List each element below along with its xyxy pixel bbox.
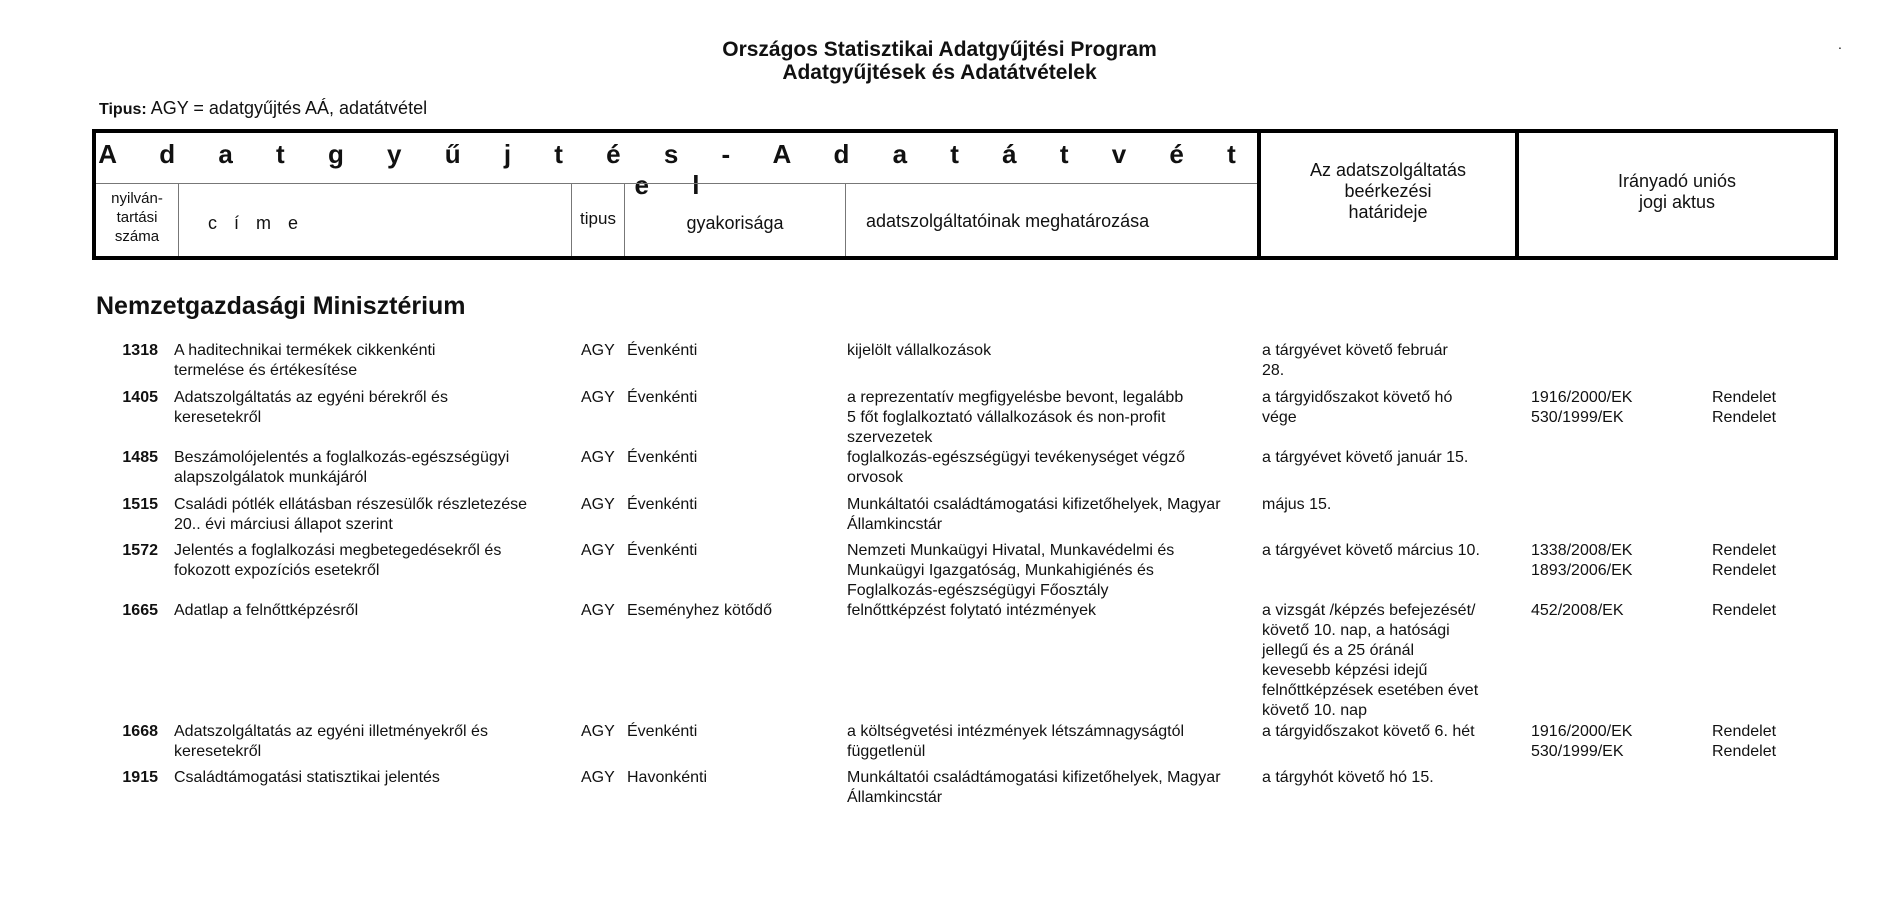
tipus-value: AGY = adatgyűjtés AÁ, adatátvétel	[150, 98, 428, 118]
row-deadline	[1262, 601, 1512, 721]
col-hatarido-line: Az adatszolgáltatás	[1309, 160, 1467, 180]
row-deadline-line: jellegű és a 25 óránál	[1262, 642, 1415, 659]
row-title	[174, 541, 574, 581]
row-providers-line: felnőttképzést folytató intézmények	[847, 602, 1097, 619]
row-deadline	[1262, 722, 1512, 742]
row-type: AGY	[581, 449, 615, 466]
row-title-line: keresetekről	[174, 743, 262, 760]
row-title	[174, 448, 574, 488]
row-type: AGY	[581, 496, 615, 513]
row-eu-act-line: 1916/2000/EK	[1531, 389, 1633, 406]
corner-dot: .	[1838, 36, 1842, 52]
col-divider	[845, 183, 846, 256]
row-deadline-line: 28.	[1262, 362, 1285, 379]
row-title-line: 20.. évi márciusi állapot szerint	[174, 516, 393, 533]
row-providers-line: Munkáltatói családtámogatási kifizetőhelyek, Magyar	[847, 496, 1221, 513]
row-deadline-line: a tárgyévet követő január 15.	[1262, 449, 1469, 466]
row-providers-line: 5 főt foglalkoztató vállalkozások és non-profit	[847, 409, 1166, 426]
col-nyilvantartasi-line: száma	[114, 228, 160, 245]
row-title-line: Adatszolgáltatás az egyéni illetményekről és	[174, 723, 488, 740]
col-meghatarozasa: adatszolgáltatóinak meghatározása	[866, 211, 1150, 231]
tipus-legend	[99, 98, 427, 119]
row-title-line: termelése és értékesítése	[174, 362, 358, 379]
row-frequency: Eseményhez kötődő	[627, 602, 772, 619]
row-number: 1485	[122, 449, 158, 466]
row-providers-line: Munkáltatói családtámogatási kifizetőhelyek, Magyar	[847, 769, 1221, 786]
row-deadline-line: május 15.	[1262, 496, 1332, 513]
row-deadline	[1262, 388, 1512, 428]
row-eu-act	[1531, 601, 1681, 621]
row-deadline-line: a tárgyévet követő február	[1262, 342, 1448, 359]
row-providers-line: függetlenül	[847, 743, 926, 760]
row-deadline	[1262, 541, 1512, 561]
row-deadline	[1262, 448, 1512, 468]
row-eu-act-kind-line: Rendelet	[1712, 389, 1777, 406]
row-frequency: Évenkénti	[627, 342, 698, 359]
row-number: 1915	[122, 769, 158, 786]
row-providers-line: szervezetek	[847, 429, 933, 446]
row-type: AGY	[581, 769, 615, 786]
row-frequency: Évenkénti	[627, 449, 698, 466]
row-providers	[847, 448, 1267, 488]
col-unios-line: jogi aktus	[1638, 192, 1716, 212]
row-title	[174, 495, 574, 535]
row-providers-line: Munkaügyi Igazgatóság, Munkahigiénés és	[847, 562, 1154, 579]
tipus-label: Tipus:	[99, 101, 147, 118]
row-frequency: Évenkénti	[627, 496, 698, 513]
row-title-line: Beszámolójelentés a foglalkozás-egészségügyi	[174, 449, 510, 466]
ministry-heading: Nemzetgazdasági Minisztérium	[96, 292, 466, 320]
row-providers	[847, 541, 1267, 601]
row-deadline-line: a tárgyhót követő hó 15.	[1262, 769, 1434, 786]
col-hatarido-line: beérkezési	[1344, 181, 1432, 201]
row-providers-line: foglalkozás-egészségügyi tevékenységet végző	[847, 449, 1185, 466]
row-title	[174, 601, 574, 621]
row-title	[174, 388, 574, 428]
row-deadline-line: a vizsgát /képzés befejezését/	[1262, 602, 1476, 619]
row-eu-act-kind-line: Rendelet	[1712, 743, 1777, 760]
col-nyilvantartasi-line: nyilván-	[111, 190, 163, 207]
row-number: 1668	[122, 723, 158, 740]
col-nyilvantartasi-line: tartási	[116, 209, 158, 226]
row-deadline-line: a tárgyidőszakot követő hó	[1262, 389, 1453, 406]
row-title	[174, 722, 574, 762]
row-eu-act	[1531, 388, 1681, 428]
row-frequency: Évenkénti	[627, 723, 698, 740]
row-type: AGY	[581, 342, 615, 359]
row-number: 1405	[122, 389, 158, 406]
row-number: 1665	[122, 602, 158, 619]
row-providers-line: a költségvetési intézmények létszámnagyságtól	[847, 723, 1185, 740]
row-deadline	[1262, 495, 1512, 515]
row-title-line: keresetekről	[174, 409, 262, 426]
row-eu-act	[1531, 541, 1681, 581]
row-title-line: Adatszolgáltatás az egyéni bérekről és	[174, 389, 448, 406]
row-number: 1515	[122, 496, 158, 513]
header-divider	[96, 183, 1257, 184]
row-deadline-line: követő 10. nap	[1262, 702, 1367, 719]
page-title: Országos Statisztikai Adatgyűjtési Program	[722, 38, 1157, 61]
row-type: AGY	[581, 389, 615, 406]
row-title-line: Családtámogatási statisztikai jelentés	[174, 769, 440, 786]
row-number: 1318	[122, 342, 158, 359]
row-eu-act-line: 530/1999/EK	[1531, 743, 1624, 760]
col-tipus: tipus	[580, 209, 616, 228]
row-title-line: fokozott expozíciós esetekről	[174, 562, 380, 579]
row-title-line: alapszolgálatok munkájáról	[174, 469, 367, 486]
row-eu-act-line: 530/1999/EK	[1531, 409, 1624, 426]
row-eu-act-kind-line: Rendelet	[1712, 602, 1777, 619]
row-deadline	[1262, 341, 1512, 381]
row-providers-line: Államkincstár	[847, 789, 943, 806]
row-frequency: Évenkénti	[627, 389, 698, 406]
row-title	[174, 341, 574, 381]
row-eu-act	[1531, 722, 1681, 762]
row-deadline-line: kevesebb képzési idejű	[1262, 662, 1428, 679]
row-eu-act-kind-line: Rendelet	[1712, 562, 1777, 579]
row-eu-act-line: 452/2008/EK	[1531, 602, 1624, 619]
row-frequency: Évenkénti	[627, 542, 698, 559]
row-providers	[847, 495, 1267, 535]
col-unios	[1519, 171, 1835, 213]
row-deadline-line: vége	[1262, 409, 1297, 426]
page-subtitle: Adatgyűjtések és Adatátvételek	[782, 61, 1097, 84]
row-providers-line: a reprezentatív megfigyelésbe bevont, legalább	[847, 389, 1184, 406]
row-eu-act-kind	[1712, 541, 1832, 581]
row-number: 1572	[122, 542, 158, 559]
row-eu-act-kind-line: Rendelet	[1712, 542, 1777, 559]
col-hatarido-line: határideje	[1348, 202, 1428, 222]
row-providers	[847, 388, 1267, 448]
col-cime: c í m e	[208, 213, 305, 233]
row-deadline-line: követő 10. nap, a hatósági	[1262, 622, 1450, 639]
row-providers-line: Államkincstár	[847, 516, 943, 533]
col-gyakorisaga: gyakorisága	[686, 213, 784, 233]
row-title-line: Családi pótlék ellátásban részesülők részletezése	[174, 496, 528, 513]
row-providers-line: orvosok	[847, 469, 904, 486]
row-providers-line: Nemzeti Munkaügyi Hivatal, Munkavédelmi és	[847, 542, 1175, 559]
row-type: AGY	[581, 602, 615, 619]
table-header	[92, 129, 1838, 260]
row-eu-act-kind-line: Rendelet	[1712, 409, 1777, 426]
row-providers-line: Foglalkozás-egészségügyi Főosztály	[847, 582, 1109, 599]
row-providers	[847, 722, 1267, 762]
row-deadline-line: a tárgyévet követő március 10.	[1262, 542, 1480, 559]
row-title-line: A haditechnikai termékek cikkenkénti	[174, 342, 436, 359]
row-eu-act-line: 1893/2006/EK	[1531, 562, 1633, 579]
row-deadline-line: a tárgyidőszakot követő 6. hét	[1262, 723, 1475, 740]
row-providers	[847, 341, 1267, 361]
row-eu-act-kind	[1712, 601, 1832, 621]
row-type: AGY	[581, 723, 615, 740]
group-title: A d a t g y ű j t é s - A d a t á t v é t e l	[98, 139, 1254, 200]
row-providers	[847, 601, 1267, 621]
row-providers-line: kijelölt vállalkozások	[847, 342, 992, 359]
row-eu-act-line: 1338/2008/EK	[1531, 542, 1633, 559]
row-title-line: Adatlap a felnőttképzésről	[174, 602, 359, 619]
row-title	[174, 768, 574, 788]
row-eu-act-kind-line: Rendelet	[1712, 723, 1777, 740]
col-hatarido	[1261, 160, 1515, 223]
row-eu-act-line: 1916/2000/EK	[1531, 723, 1633, 740]
row-providers	[847, 768, 1267, 808]
row-deadline-line: felnőttképzések esetében évet	[1262, 682, 1479, 699]
col-unios-line: Irányadó uniós	[1617, 171, 1737, 191]
col-nyilvantartasi	[98, 189, 176, 246]
row-frequency: Havonkénti	[627, 769, 708, 786]
col-divider	[178, 183, 179, 256]
row-type: AGY	[581, 542, 615, 559]
row-deadline	[1262, 768, 1512, 788]
row-eu-act-kind	[1712, 388, 1832, 428]
row-eu-act-kind	[1712, 722, 1832, 762]
row-title-line: Jelentés a foglalkozási megbetegedésekről és	[174, 542, 502, 559]
